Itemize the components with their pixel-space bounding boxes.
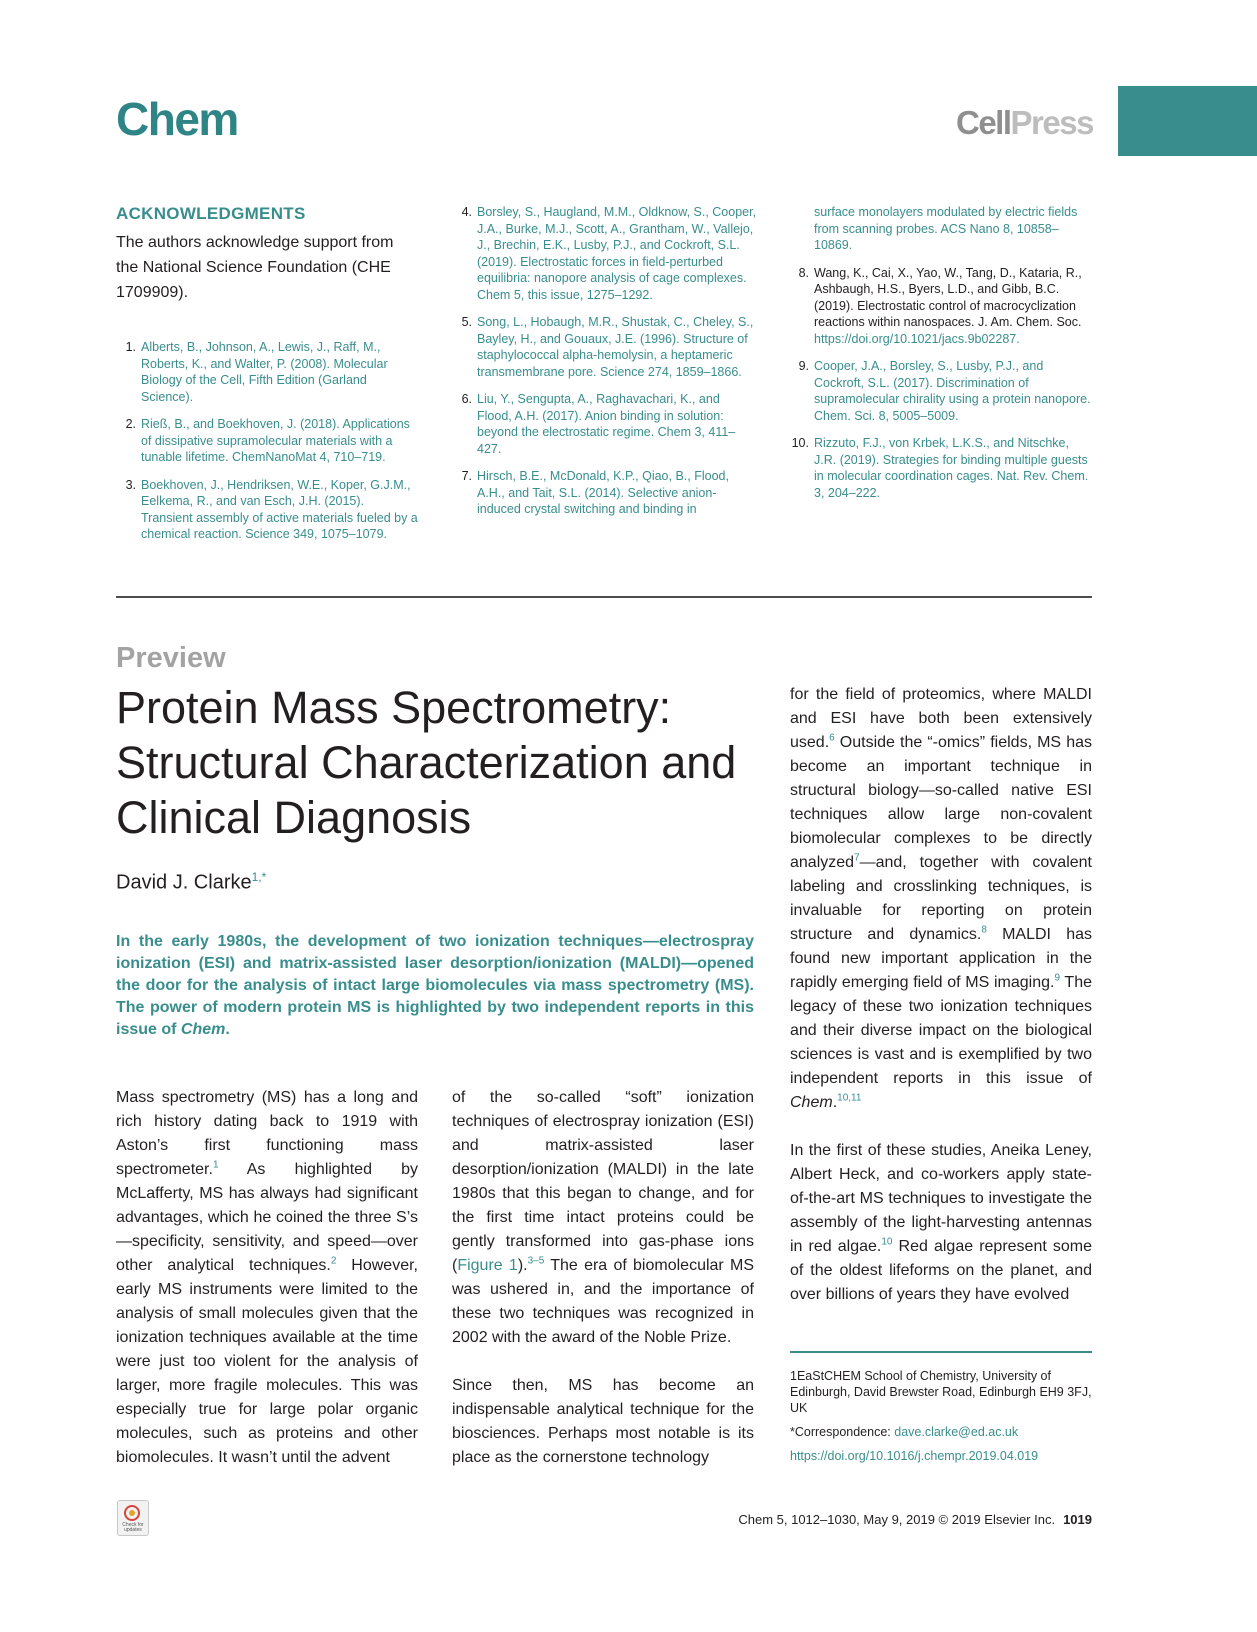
corner-tab — [1118, 86, 1257, 156]
page-number: 1019 — [1063, 1512, 1092, 1527]
section-label: Preview — [116, 642, 226, 674]
check-for-updates-badge[interactable] — [117, 1500, 149, 1536]
citation-link[interactable]: 8 — [981, 924, 987, 936]
reference-item[interactable]: 2. Rieß, B., and Boekhoven, J. (2018). Applications of dissipative supramolecular materials with a tunable lifetime. ChemNanoMat 4, 710–719. — [125, 417, 410, 464]
reference-item[interactable]: 10. Rizzuto, F.J., von Krbek, L.K.S., and Nitschke, J.R. (2019). Strategies for binding multiple guests in molecular coordination cages. Nat. Rev. Chem. 3, 204–222. — [791, 436, 1089, 500]
reference-item[interactable]: 7. Hirsch, B.E., McDonald, K.P., Qiao, B., Flood, A.H., and Tait, S.L. (2014). Selective anion-induced crystal switching and binding in — [461, 469, 729, 516]
publisher-logo-part2: Press — [1010, 104, 1093, 141]
citation-link[interactable]: 1 — [212, 1159, 219, 1171]
reference-item-continued[interactable]: surface monolayers modulated by electric fields from scanning probes. ACS Nano 8, 10858–10869. — [814, 205, 1078, 252]
citation-link[interactable]: 3–5 — [527, 1255, 545, 1267]
affiliation-footnote: 1EaStCHEM School of Chemistry, University of Edinburgh, David Brewster Road, Edinburgh EH9 3FJ, UK — [790, 1369, 1092, 1415]
citation-link[interactable]: 6 — [829, 732, 835, 744]
body-paragraph: In the first of these studies, Aneika Leney, Albert Heck, and co-workers apply state-of-the-art MS techniques to investigate the assembly of the light-harvesting antennas in red algae.$^{10}$ Red algae represent some of the oldest lifeforms on the planet, and over billions of years they have evolved — [790, 1142, 1093, 1303]
reference-item[interactable]: 3. Boekhoven, J., Hendriksen, W.E., Koper, G.J.M., Eelkema, R., and van Esch, J.H. (2015). Transient assembly of active materials fueled by a chemical reaction. Science 349, 1075–1079. — [125, 477, 418, 541]
author-name: David J. Clarke — [116, 871, 252, 894]
body-column-2 — [452, 1086, 754, 1470]
author-line — [116, 870, 266, 895]
citation-link[interactable]: 10,11 — [837, 1092, 862, 1104]
citation-link[interactable]: 10 — [881, 1236, 893, 1248]
crossmark-label: Check for updates — [122, 1522, 144, 1533]
doi-footnote — [790, 1448, 1092, 1464]
reference-list — [116, 339, 418, 543]
reference-list — [452, 204, 757, 518]
body-paragraph: of the so-called “soft” ionization techniques of electrospray ionization (ESI) and matrix-assisted laser desorption/ionization (MALDI) in the late 1980s that this began to change, and for the first time intact proteins could be gently transformed into gas-phase ions (Figure 1).$^{3-5}$ The era of biomolecular MS was ushered in, and the importance of these two techniques was recognized in 2002 with the award of the Noble Prize. — [452, 1089, 754, 1346]
footnotes — [790, 1368, 1092, 1472]
publisher-logo-part1: Cell — [956, 104, 1011, 141]
footnote-rule — [790, 1351, 1092, 1353]
correspondence-footnote: *Correspondence: dave.clarke@ed.ac.uk — [790, 1425, 1019, 1439]
article-title: Protein Mass Spectrometry: Structural Characterization and Clinical Diagnosis — [116, 682, 737, 843]
email-link[interactable]: dave.clarke@ed.ac.uk — [894, 1425, 1019, 1439]
body-paragraph: Mass spectrometry (MS) has a long and rich history dating back to 1919 with Aston’s first functioning mass spectrometer.$^1$ As highlighted by McLafferty, MS has always had significant advantages, which he coined the three S’s—specificity, sensitivity, and speed—over other analytical techniques.$^2$ However, early MS instruments were limited to the analysis of small molecules given that the ionization techniques available at the time were just too violent for the analysis of larger, more fragile molecules. This was especially true for large polar organic molecules, such as proteins and other biomolecules. It wasn’t until the advent — [116, 1089, 418, 1466]
reference-item[interactable]: 6. Liu, Y., Sengupta, A., Raghavachari, K., and Flood, A.H. (2017). Anion binding in solution: beyond the electrostatic regime. Chem 3, 411–427. — [461, 392, 736, 456]
acknowledgments-text: The authors acknowledge support from the National Science Foundation (CHE 1709909). — [116, 234, 394, 301]
citation-link[interactable]: 9 — [1054, 972, 1061, 984]
figure-link[interactable]: Figure 1 — [457, 1257, 518, 1274]
citation-link[interactable]: 2 — [330, 1255, 337, 1267]
body-paragraph: Since then, MS has become an indispensable analytical technique for the biosciences. Perhaps most notable is its place as the cornerstone technology — [452, 1377, 754, 1466]
doi-link[interactable]: https://doi.org/10.1016/j.chempr.2019.04.019 — [790, 1449, 1039, 1463]
body-column-3 — [790, 683, 1092, 1307]
reference-doi-link[interactable]: https://doi.org/10.1021/jacs.9b02287. — [814, 331, 1020, 346]
publisher-logo — [956, 104, 1093, 142]
body-column-1 — [116, 1086, 418, 1470]
reference-item[interactable]: 5. Song, L., Hobaugh, M.R., Shustak, C., Cheley, S., Bayley, H., and Gouaux, J.E. (1996). Structure of staphylococcal alpha-hemolysin, a heptameric transmembrane pore. Science 274, 1859–1866. — [461, 315, 754, 379]
reference-item[interactable]: 1. Alberts, B., Johnson, A., Lewis, J., Raff, M., Roberts, K., and Walter, P. (2008). Molecular Biology of the Cell, Fifth Edition (Garland Science). — [125, 340, 388, 404]
crossmark-icon — [124, 1505, 140, 1521]
author-affiliation-marker[interactable]: 1,* — [251, 870, 267, 884]
acknowledgments-heading: ACKNOWLEDGMENTS — [116, 204, 306, 223]
section-divider — [116, 596, 1092, 598]
reference-item[interactable]: 4. Borsley, S., Haugland, M.M., Oldknow, S., Cooper, J.A., Burke, M.J., Scott, A., Grantham, W., Vallejo, J., Brechin, E.K., Lusby, P.J., and Cockroft, S.L. (2019). Electrostatic forces in field-perturbed equilibria: nanopore analysis of cage complexes. Chem 5, this issue, 1275–1292. — [461, 205, 757, 302]
reference-item[interactable]: 8. Wang, K., Cai, X., Yao, W., Tang, D., Kataria, R., Ashbaugh, H.S., Byers, L.D., and Gibb, B.C. (2019). Electrostatic control of macrocyclization reactions within nanospaces. J. Am. Chem. Soc. https://doi.org/10.1021/jacs.9b02287. — [798, 265, 1082, 346]
page-footer — [738, 1512, 1092, 1527]
reference-list — [789, 204, 1092, 501]
references-column-1 — [116, 204, 418, 554]
references-column-3 — [789, 204, 1092, 512]
article-abstract: In the early 1980s, the development of two ionization techniques—electrospray ionization (ESI) and matrix-assisted laser desorption/ionization (MALDI)—opened the door for the analysis of intact large biomolecules via mass spectrometry (MS). The power of modern protein MS is highlighted by two independent reports in this issue of Chem. — [116, 933, 754, 1038]
body-paragraph: for the field of proteomics, where MALDI and ESI have both been extensively used.$^6$ Outside the “-omics” fields, MS has become an important technique in structural biology—so-called native ESI techniques allow large non-covalent biomolecular complexes to be directly analyzed$^7$—and, together with covalent labeling and crosslinking techniques, is invaluable for reporting on protein structure and dynamics.$^8$ MALDI has found new important application in the rapidly emerging field of MS imaging.$^9$ The legacy of these two ionization techniques and their diverse impact on the biological sciences is vast and is exemplified by two independent reports in this issue of Chem.$^{10,11}$ — [790, 686, 1093, 1111]
references-column-2 — [452, 204, 757, 529]
citation-link[interactable]: 7 — [854, 852, 860, 864]
journal-logo: Chem — [116, 93, 238, 145]
footer-citation: Chem 5, 1012–1030, May 9, 2019 © 2019 Elsevier Inc. — [738, 1512, 1056, 1527]
reference-item[interactable]: 9. Cooper, J.A., Borsley, S., Lusby, P.J., and Cockroft, S.L. (2017). Discrimination of supramolecular chirality using a protein nanopore. Chem. Sci. 8, 5005–5009. — [798, 359, 1091, 423]
